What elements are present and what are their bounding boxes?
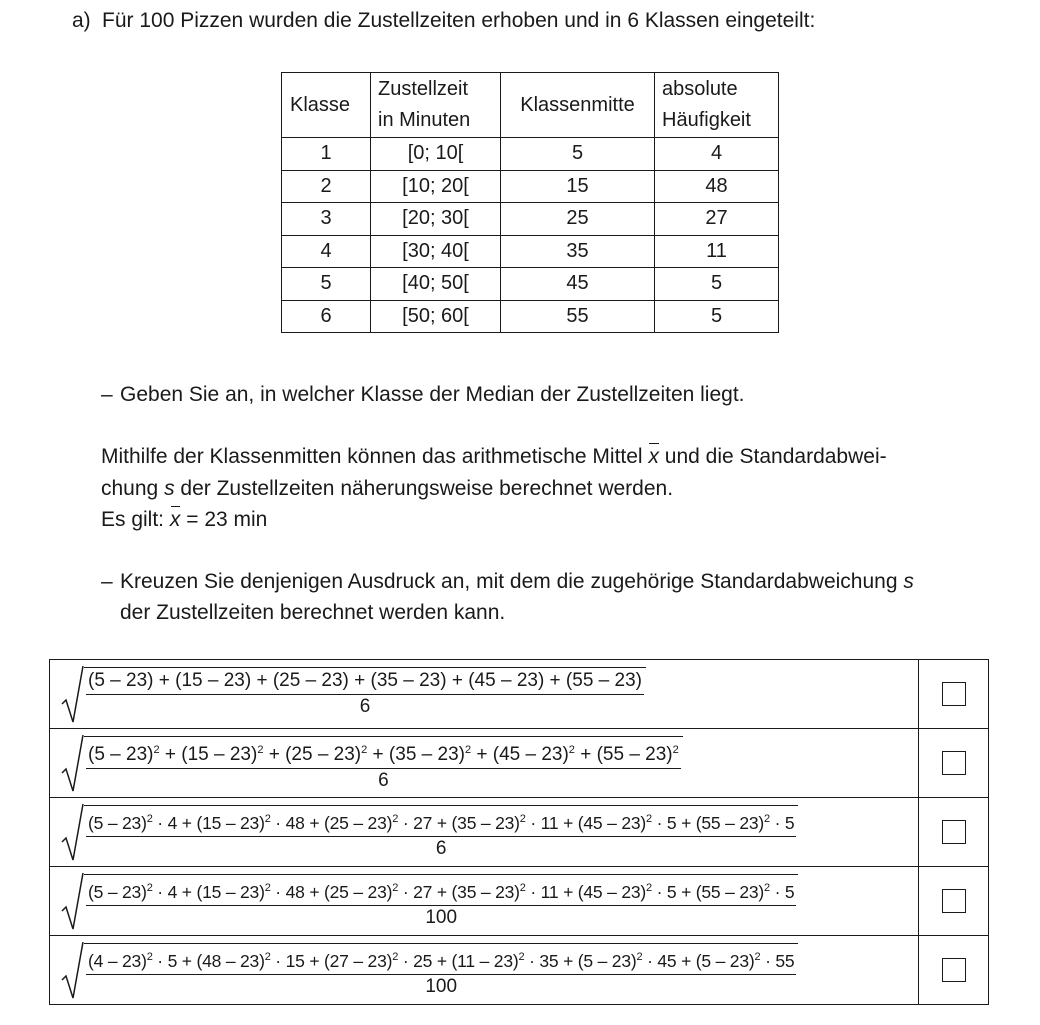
sqrt-expression bbox=[60, 664, 918, 724]
exponent: 2 bbox=[764, 813, 770, 825]
exponent: 2 bbox=[361, 744, 368, 756]
cell-zeit: [0; 10[ bbox=[371, 138, 501, 171]
exponent: 2 bbox=[257, 744, 264, 756]
paragraph-text: chung bbox=[101, 477, 159, 500]
paragraph-text: = 23 min bbox=[186, 508, 268, 531]
table-header-row bbox=[282, 73, 779, 138]
sqrt-expression bbox=[60, 871, 918, 931]
cell-mitte: 25 bbox=[501, 203, 655, 236]
mean-symbol: x bbox=[648, 441, 659, 472]
paragraph-text: Es gilt: bbox=[101, 508, 165, 531]
exponent: 2 bbox=[264, 813, 271, 825]
cell-haeufigkeit: 27 bbox=[655, 203, 779, 236]
term: + (45 – 23) bbox=[471, 744, 569, 765]
term: + (15 – 23) bbox=[159, 744, 258, 765]
term: + (35 – 23) bbox=[367, 744, 465, 765]
paragraph-text: Mithilfe der Klassenmitten können das arithmetische Mittel bbox=[101, 445, 643, 468]
exponent: 2 bbox=[754, 951, 761, 963]
term: · 5 + (48 – 23) bbox=[152, 951, 265, 971]
option-row bbox=[50, 867, 989, 936]
term: · 27 + (35 – 23) bbox=[398, 882, 520, 902]
denominator: 100 bbox=[425, 907, 458, 928]
header-zustellzeit-line1: Zustellzeit bbox=[378, 78, 469, 100]
table-row bbox=[282, 235, 779, 268]
option-checkbox[interactable] bbox=[942, 958, 966, 982]
sqrt-expression bbox=[60, 802, 918, 862]
table-row bbox=[282, 268, 779, 301]
denominator: 100 bbox=[425, 976, 458, 997]
term: · 5 + (55 – 23) bbox=[651, 882, 765, 902]
cell-haeufigkeit: 5 bbox=[655, 268, 779, 301]
table-row bbox=[282, 170, 779, 203]
exponent: 2 bbox=[264, 951, 271, 963]
exponent: 2 bbox=[392, 882, 399, 894]
exponent: 2 bbox=[146, 813, 153, 825]
cell-haeufigkeit: 11 bbox=[655, 235, 779, 268]
task-intro bbox=[72, 6, 815, 36]
cell-mitte: 45 bbox=[501, 268, 655, 301]
term: · 4 + (15 – 23) bbox=[152, 813, 265, 833]
exponent: 2 bbox=[764, 882, 770, 894]
cell-zeit: [50; 60[ bbox=[371, 300, 501, 333]
paragraph-line-3 bbox=[101, 504, 267, 535]
sqrt-expression bbox=[60, 940, 918, 1000]
cell-zeit: [40; 50[ bbox=[371, 268, 501, 301]
exponent: 2 bbox=[392, 951, 399, 963]
bullet-dash: – bbox=[101, 570, 113, 593]
fraction bbox=[84, 805, 798, 862]
term: (5 – 23) bbox=[88, 813, 147, 833]
option-checkbox-cell bbox=[919, 936, 989, 1005]
term: + (55 – 23) bbox=[574, 744, 673, 765]
cell-zeit: [20; 30[ bbox=[371, 203, 501, 236]
std-symbol: s bbox=[903, 570, 914, 593]
term: (5 – 23) bbox=[88, 882, 147, 902]
exponent: 2 bbox=[518, 951, 525, 963]
denominator: 6 bbox=[378, 770, 389, 791]
term: · 5 + (55 – 23) bbox=[651, 813, 765, 833]
question-std-line-1 bbox=[101, 566, 914, 597]
term: · 35 + (5 – 23) bbox=[524, 951, 637, 971]
header-klassenmitte: Klassenmitte bbox=[501, 73, 655, 138]
option-checkbox-cell bbox=[919, 867, 989, 936]
paragraph-text: der Zustellzeiten näherungsweise berechnet werden. bbox=[180, 477, 674, 500]
option-checkbox-cell bbox=[919, 729, 989, 798]
option-checkbox[interactable] bbox=[942, 820, 966, 844]
sqrt-icon bbox=[60, 664, 84, 724]
term: · 15 + (27 – 23) bbox=[270, 951, 393, 971]
frequency-table bbox=[281, 72, 779, 333]
option-checkbox-cell bbox=[919, 660, 989, 729]
header-haeufigkeit bbox=[655, 73, 779, 138]
exponent: 2 bbox=[153, 744, 160, 756]
option-expression bbox=[50, 936, 919, 1005]
std-symbol: s bbox=[164, 477, 175, 500]
sqrt-icon bbox=[60, 802, 84, 862]
header-haeufigkeit-line1: absolute bbox=[662, 78, 738, 100]
fraction bbox=[84, 736, 683, 793]
paragraph-line-1 bbox=[101, 441, 887, 472]
cell-haeufigkeit: 48 bbox=[655, 170, 779, 203]
option-row bbox=[50, 660, 989, 729]
sqrt-expression bbox=[60, 733, 918, 793]
table-row bbox=[282, 300, 779, 333]
option-checkbox[interactable] bbox=[942, 889, 966, 913]
cell-zeit: [30; 40[ bbox=[371, 235, 501, 268]
cell-klasse: 1 bbox=[282, 138, 371, 171]
cell-klasse: 4 bbox=[282, 235, 371, 268]
fraction bbox=[84, 667, 646, 724]
paragraph-line-2 bbox=[101, 473, 673, 504]
cell-klasse: 6 bbox=[282, 300, 371, 333]
intro-text: Für 100 Pizzen wurden die Zustellzeiten erhoben und in 6 Klassen eingeteilt: bbox=[102, 9, 816, 32]
sqrt-icon bbox=[60, 871, 84, 931]
denominator: 6 bbox=[359, 696, 371, 717]
cell-zeit: [10; 20[ bbox=[371, 170, 501, 203]
exponent: 2 bbox=[146, 882, 153, 894]
term: · 27 + (35 – 23) bbox=[398, 813, 520, 833]
exponent: 2 bbox=[519, 813, 526, 825]
options-table bbox=[49, 659, 989, 1005]
option-row bbox=[50, 729, 989, 798]
term: (5 – 23) bbox=[88, 744, 154, 765]
mean-symbol: x bbox=[170, 504, 181, 535]
term: · 25 + (11 – 23) bbox=[398, 951, 519, 971]
option-checkbox-cell bbox=[919, 798, 989, 867]
question-std-text: Kreuzen Sie denjenigen Ausdruck an, mit dem die zugehörige Standardabweichung bbox=[120, 570, 898, 593]
term: · 11 + (45 – 23) bbox=[525, 882, 647, 902]
exponent: 2 bbox=[646, 882, 652, 894]
term: · 5 bbox=[769, 882, 795, 902]
numerator bbox=[86, 875, 796, 906]
exponent: 2 bbox=[519, 882, 526, 894]
numerator bbox=[86, 737, 681, 769]
numerator: (5 – 23) + (15 – 23) + (25 – 23) + (35 – 23) + (45 – 23) + (55 – 23) bbox=[86, 668, 644, 695]
header-klasse: Klasse bbox=[282, 73, 371, 138]
term: · 5 bbox=[769, 813, 795, 833]
term: · 48 + (25 – 23) bbox=[270, 882, 393, 902]
term: · 48 + (25 – 23) bbox=[270, 813, 393, 833]
cell-mitte: 15 bbox=[501, 170, 655, 203]
term: + (25 – 23) bbox=[263, 744, 362, 765]
option-expression bbox=[50, 729, 919, 798]
option-row bbox=[50, 936, 989, 1005]
cell-mitte: 5 bbox=[501, 138, 655, 171]
paragraph-text: und die Standardabwei- bbox=[664, 445, 887, 468]
term: (4 – 23) bbox=[88, 951, 147, 971]
exponent: 2 bbox=[264, 882, 271, 894]
cell-klasse: 5 bbox=[282, 268, 371, 301]
task-marker: a) bbox=[72, 9, 91, 32]
header-zustellzeit bbox=[371, 73, 501, 138]
question-std-line-2: der Zustellzeiten berechnet werden kann. bbox=[120, 601, 506, 624]
exponent: 2 bbox=[636, 951, 643, 963]
term: · 45 + (5 – 23) bbox=[642, 951, 755, 971]
option-expression bbox=[50, 867, 919, 936]
cell-klasse: 2 bbox=[282, 170, 371, 203]
numerator bbox=[86, 806, 796, 837]
bullet-dash: – bbox=[101, 383, 113, 406]
fraction bbox=[84, 874, 798, 931]
option-expression bbox=[50, 798, 919, 867]
exponent: 2 bbox=[672, 744, 679, 756]
term: · 11 + (45 – 23) bbox=[525, 813, 647, 833]
fraction bbox=[84, 943, 798, 1000]
cell-haeufigkeit: 5 bbox=[655, 300, 779, 333]
numerator bbox=[86, 944, 796, 975]
denominator: 6 bbox=[435, 838, 447, 859]
exponent: 2 bbox=[464, 744, 472, 756]
sqrt-icon bbox=[60, 940, 84, 1000]
option-row bbox=[50, 798, 989, 867]
cell-mitte: 35 bbox=[501, 235, 655, 268]
question-median bbox=[101, 379, 745, 410]
exponent: 2 bbox=[568, 744, 575, 756]
term: · 4 + (15 – 23) bbox=[152, 882, 265, 902]
cell-mitte: 55 bbox=[501, 300, 655, 333]
option-expression bbox=[50, 660, 919, 729]
option-checkbox[interactable] bbox=[942, 682, 966, 706]
table-row bbox=[282, 203, 779, 236]
option-checkbox[interactable] bbox=[942, 751, 966, 775]
exponent: 2 bbox=[146, 951, 153, 963]
cell-klasse: 3 bbox=[282, 203, 371, 236]
cell-haeufigkeit: 4 bbox=[655, 138, 779, 171]
header-zustellzeit-line2: in Minuten bbox=[378, 109, 471, 131]
term: · 55 bbox=[760, 951, 795, 971]
sqrt-icon bbox=[60, 733, 84, 793]
exponent: 2 bbox=[392, 813, 399, 825]
exponent: 2 bbox=[646, 813, 652, 825]
header-haeufigkeit-line2: Häufigkeit bbox=[662, 109, 751, 131]
question-median-text: Geben Sie an, in welcher Klasse der Median der Zustellzeiten liegt. bbox=[120, 383, 745, 406]
table-row bbox=[282, 138, 779, 171]
